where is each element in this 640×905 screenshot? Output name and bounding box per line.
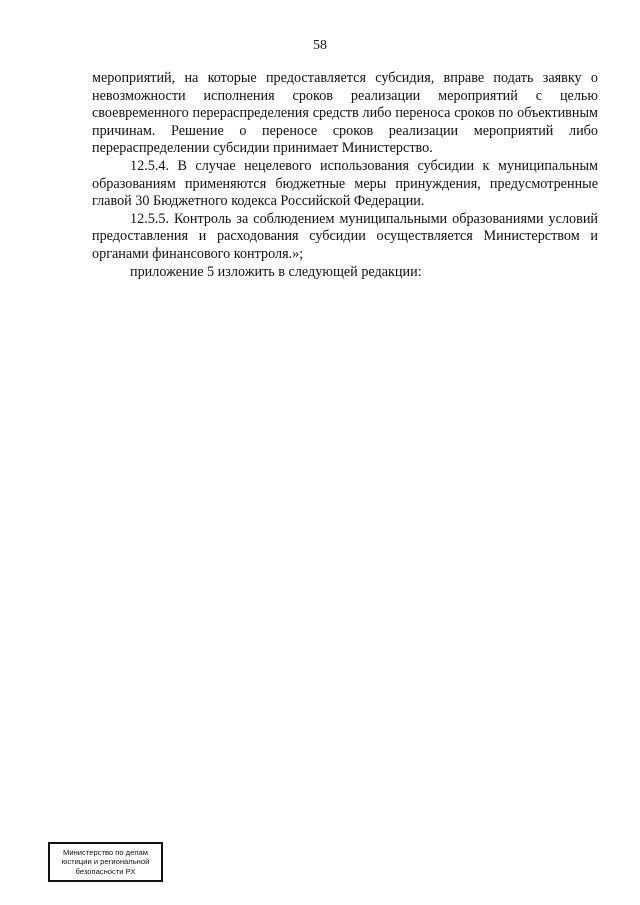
- paragraph-continuation: мероприятий, на которые предоставляется субсидия, вправе подать заявку о невозможности исполнения сроков реализации мероприятий с целью своевременного перераспределения средств либо переноса сроков по объективным причинам. Решение о переносе сроков реализации мероприятий либо перераспределении субсидии принимает Министерство.: [92, 70, 598, 157]
- paragraph-appendix-5: приложение 5 изложить в следующей редакции:: [130, 263, 422, 280]
- stamp-line-2: юстиции и региональной: [61, 857, 150, 867]
- paragraph-12-5-4: 12.5.4. В случае нецелевого использования субсидии к муниципальным образованиям применяются бюджетные меры принуждения, предусмотренные главой 30 Бюджетного кодекса Российской Федерации.: [92, 157, 598, 210]
- ministry-stamp: [48, 842, 163, 882]
- page-number: 58: [313, 38, 327, 53]
- stamp-line-1: Министерство по делам: [63, 847, 148, 857]
- stamp-line-3: безопасности РХ: [75, 866, 136, 876]
- document-body: [92, 70, 598, 281]
- paragraph-12-5-5: 12.5.5. Контроль за соблюдением муниципальными образованиями условий предоставления и расходования субсидии осуществляется Министерством и органами финансового контроля.»;: [92, 210, 598, 262]
